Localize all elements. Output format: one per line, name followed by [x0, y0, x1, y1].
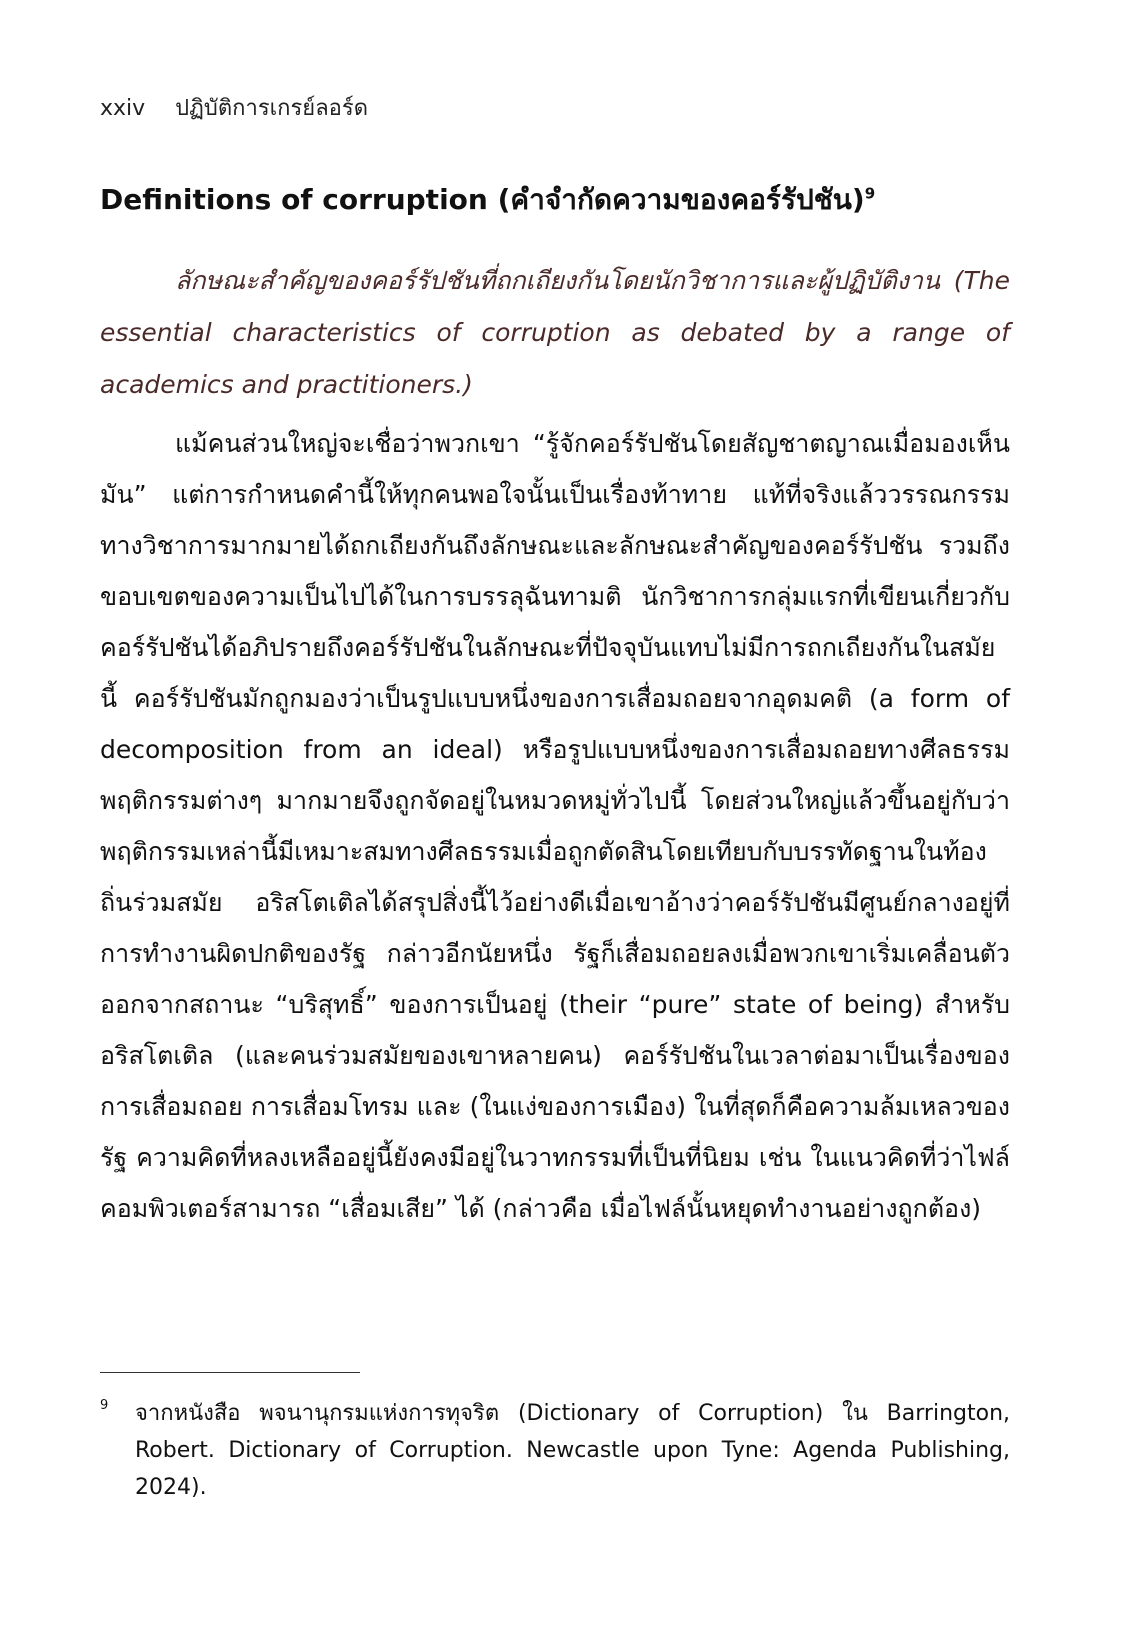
section-heading-text: Definitions of corruption (คำจำกัดความของคอร์รัปชัน): [100, 183, 865, 216]
book-title: ปฏิบัติการเกรย์ลอร์ด: [175, 96, 368, 121]
book-page: [100, 0, 1010, 1638]
epigraph-text: ลักษณะสำคัญของคอร์รัปชันที่ถกเถียงกันโดยนักวิชาการและผู้ปฏิบัติงาน (The essential characteristics of corruption as debated by a range of academics and practitioners.): [100, 266, 1010, 399]
page-number: xxiv: [100, 96, 146, 121]
running-header: [100, 90, 368, 125]
footnote-divider: [100, 1372, 360, 1373]
footnote-reference: 9: [864, 184, 876, 203]
body-text: [100, 418, 1010, 1234]
body-paragraph: แม้คนส่วนใหญ่จะเชื่อว่าพวกเขา “รู้จักคอร์รัปชันโดยสัญชาตญาณเมื่อมองเห็นมัน” แต่การกำหนดคำนี้ให้ทุกคนพอใจนั้นเป็นเรื่องท้าทาย แท้ที่จริงแล้ววรรณกรรมทางวิชาการมากมายได้ถกเถียงกันถึงลักษณะและลักษณะสำคัญของคอร์รัปชัน รวมถึงขอบเขตของความเป็นไปได้ในการบรรลุฉันทามติ นักวิชาการกลุ่มแรกที่เขียนเกี่ยวกับคอร์รัปชันได้อภิปรายถึงคอร์รัปชันในลักษณะที่ปัจจุบันแทบไม่มีการถกเถียงกันในสมัยนี้ คอร์รัปชันมักถูกมองว่าเป็นรูปแบบหนึ่งของการเสื่อมถอยจากอุดมคติ (a form of decomposition from an ideal) หรือรูปแบบหนึ่งของการเสื่อมถอยทางศีลธรรม พฤติกรรมต่างๆ มากมายจึงถูกจัดอยู่ในหมวดหมู่ทั่วไปนี้ โดยส่วนใหญ่แล้วขึ้นอยู่กับว่าพฤติกรรมเหล่านี้มีเหมาะสมทางศีลธรรมเมื่อถูกตัดสินโดยเทียบกับบรรทัดฐานในท้องถิ่นร่วมสมัย อริสโตเติลได้สรุปสิ่งนี้ไว้อย่างดีเมื่อเขาอ้างว่าคอร์รัปชันมีศูนย์กลางอยู่ที่การทำงานผิดปกติของรัฐ กล่าวอีกนัยหนึ่ง รัฐก็เสื่อมถอยลงเมื่อพวกเขาเริ่มเคลื่อนตัวออกจากสถานะ “บริสุทธิ์” ของการเป็นอยู่ (their “pure” state of being) สำหรับอริสโตเติล (และคนร่วมสมัยของเขาหลายคน) คอร์รัปชันในเวลาต่อมาเป็นเรื่องของการเสื่อมถอย การเสื่อมโทรม และ (ในแง่ของการเมือง) ในที่สุดก็คือความล้มเหลวของรัฐ ความคิดที่หลงเหลืออยู่นี้ยังคงมีอยู่ในวาทกรรมที่เป็นที่นิยม เช่น ในแนวคิดที่ว่าไฟล์คอมพิวเตอร์สามารถ “เสื่อมเสีย” ได้ (กล่าวคือ เมื่อไฟล์นั้นหยุดทำงานอย่างถูกต้อง): [100, 429, 1010, 1223]
section-heading: [100, 178, 875, 222]
epigraph: [100, 255, 1010, 411]
footnote: [100, 1395, 1010, 1506]
footnote-text: จากหนังสือ พจนานุกรมแห่งการทุจริต (Dictionary of Corruption) ใน Barrington, Robert. Dictionary of Corruption. Newcastle upon Tyne: Agenda Publishing, 2024).: [135, 1401, 1010, 1500]
footnote-number: 9: [100, 1398, 109, 1413]
